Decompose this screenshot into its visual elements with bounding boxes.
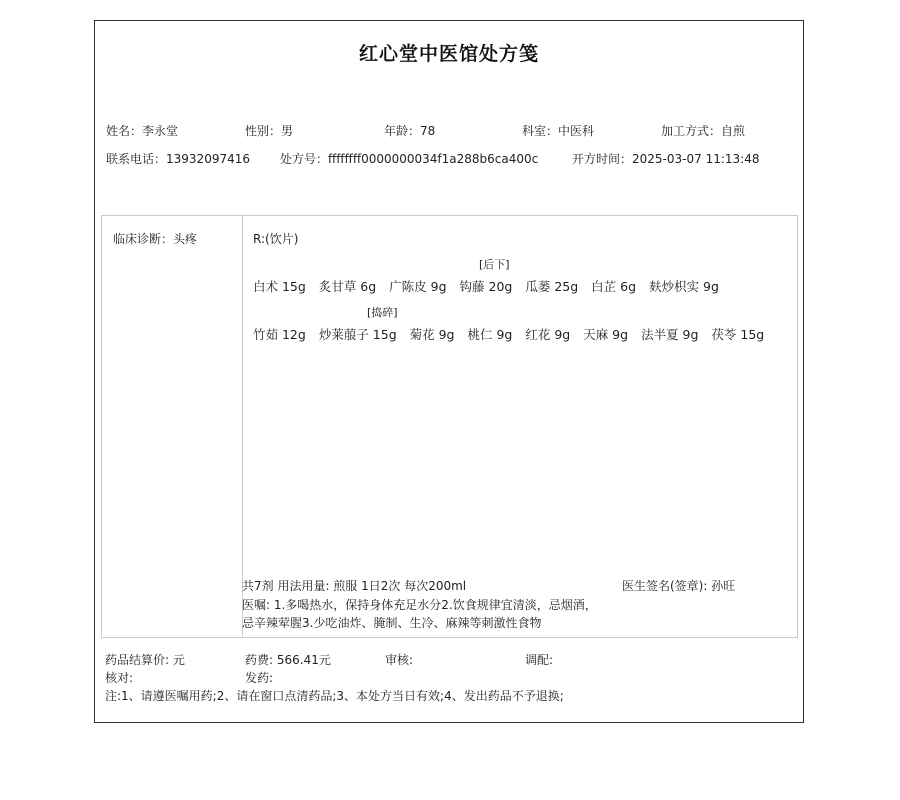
column-divider	[242, 216, 243, 637]
page-title: 红心堂中医馆处方笺	[358, 43, 539, 65]
rx-header: R:(饮片)	[253, 232, 299, 246]
herb-item: 瓜蒌 25g	[525, 279, 579, 294]
prescription-number-label: 处方号：	[280, 152, 329, 166]
prescription-time-label: 开方时间：	[572, 152, 633, 166]
herb-item: 炙甘草 6g	[318, 279, 377, 294]
prescription-number	[280, 150, 538, 167]
patient-name	[106, 122, 178, 139]
herb-item: 白术 15g	[253, 279, 306, 294]
patient-dept	[522, 122, 594, 139]
drug-fee-label: 药费:	[245, 653, 277, 667]
usage-dosage: 共7剂 用法用量: 煎服 1日2次 每次200ml	[242, 579, 467, 593]
doctor-signature-value: 孙旺	[711, 579, 736, 593]
drug-fee-value: 566.41元	[276, 653, 331, 667]
herb-item: 茯苓 15g	[711, 327, 765, 342]
settlement-price-value: 元	[172, 653, 185, 667]
herb-note-crush: [捣碎]	[367, 306, 398, 319]
patient-age	[384, 122, 435, 139]
prescription-time-value: 2025-03-07 11:13:48	[632, 152, 760, 166]
doctor-advice-line-1: 医嘱: 1.多喝热水，保持身体充足水分2.饮食规律宜清淡，忌烟酒，	[242, 598, 597, 612]
drug-fee	[245, 651, 331, 668]
footer-note: 注:1、请遵医嘱用药;2、请在窗口点清药品;3、本处方当日有效;4、发出药品不予退换;	[105, 689, 564, 703]
patient-sex-label: 性别：	[245, 124, 282, 138]
diagnosis-value: 头疼	[173, 232, 198, 246]
patient-phone	[106, 150, 250, 167]
herb-item: 炒莱菔子 15g	[318, 327, 397, 342]
herb-row-2	[253, 325, 773, 343]
herb-item: 麸炒枳实 9g	[649, 279, 719, 294]
herb-note-post-decoct: [后下]	[479, 258, 510, 271]
patient-phone-value: 13932097416	[166, 152, 250, 166]
patient-dept-value: 中医科	[558, 124, 595, 138]
patient-name-label: 姓名：	[106, 124, 143, 138]
herb-item: 竹茹 12g	[253, 327, 306, 342]
dispense-label: 调配:	[525, 653, 554, 667]
patient-process-value: 自煎	[721, 124, 746, 138]
herb-item: 桃仁 9g	[467, 327, 513, 342]
patient-age-label: 年龄：	[384, 124, 421, 138]
herb-item: 钩藤 20g	[459, 279, 513, 294]
herb-item: 红花 9g	[525, 327, 571, 342]
herb-item: 菊花 9g	[409, 327, 455, 342]
settlement-price-label: 药品结算价:	[105, 653, 173, 667]
doctor-signature-label: 医生签名(签章):	[622, 579, 712, 593]
prescription-box	[101, 215, 798, 638]
herb-item: 法半夏 9g	[641, 327, 699, 342]
patient-phone-label: 联系电话：	[106, 152, 167, 166]
herb-item: 广陈皮 9g	[389, 279, 447, 294]
patient-process	[661, 122, 745, 139]
doctor-advice-line-2: 忌辛辣荤腥3.少吃油炸、腌制、生冷、麻辣等刺激性食物	[242, 616, 542, 630]
patient-sex-value: 男	[281, 124, 294, 138]
check-label: 核对:	[105, 671, 134, 685]
patient-age-value: 78	[420, 124, 436, 138]
issue-label: 发药:	[245, 671, 274, 685]
patient-dept-label: 科室：	[522, 124, 559, 138]
herb-item: 天麻 9g	[583, 327, 629, 342]
patient-sex	[245, 122, 293, 139]
prescription-number-value: ffffffff0000000034f1a288b6ca400c	[328, 152, 539, 166]
prescription-sheet	[94, 20, 804, 723]
herb-row-1	[253, 277, 728, 295]
patient-name-value: 李永堂	[142, 124, 179, 138]
prescription-time	[572, 150, 759, 167]
diagnosis-label: 临床诊断：	[113, 232, 174, 246]
clinical-diagnosis	[113, 230, 197, 247]
drug-settlement-price	[105, 651, 185, 668]
review-label: 审核:	[385, 653, 414, 667]
doctor-signature	[622, 577, 735, 594]
herb-item: 白芷 6g	[591, 279, 637, 294]
patient-process-label: 加工方式：	[661, 124, 722, 138]
